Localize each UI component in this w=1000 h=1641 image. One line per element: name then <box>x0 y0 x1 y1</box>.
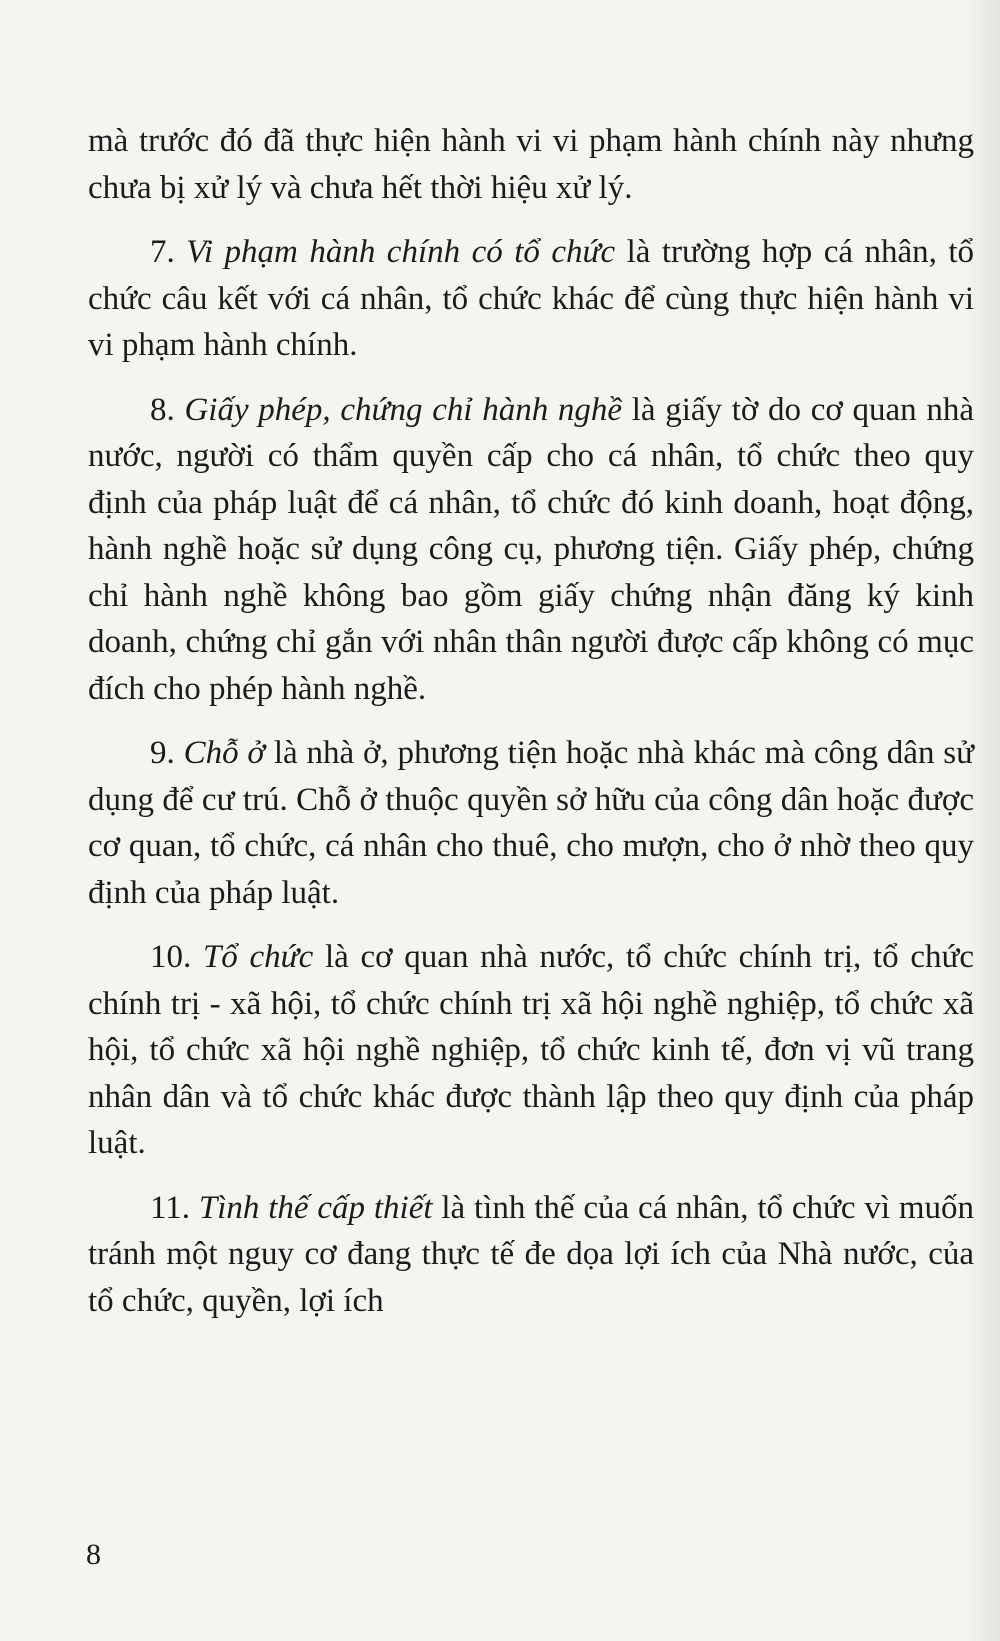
defined-term: Chỗ ở <box>183 735 266 771</box>
paragraph-item-8 <box>88 387 974 713</box>
defined-term: Giấy phép, chứng chỉ hành nghề <box>184 391 623 428</box>
item-number: 10. <box>150 939 203 975</box>
item-number: 9. <box>150 735 184 771</box>
paragraph-item-11 <box>88 1185 974 1325</box>
page-number: 8 <box>86 1538 101 1571</box>
paragraph-text: là tình thế của cá nhân, tổ chức vì muốn tránh một nguy cơ đang thực tế đe dọa lợi ích của Nhà nước, của tổ chức, quyền, lợi ích <box>88 1189 975 1319</box>
defined-term: Tổ chức <box>202 939 314 975</box>
defined-term: Tình thế cấp thiết <box>198 1189 433 1226</box>
paragraph-text: là trường hợp cá nhân, tổ chức câu kết với cá nhân, tổ chức khác để cùng thực hiện hành vi vi phạm hành chính. <box>88 234 975 363</box>
item-number: 7. <box>150 234 187 270</box>
paragraph-item-10 <box>88 934 974 1167</box>
paragraph-text: là cơ quan nhà nước, tổ chức chính trị, tổ chức chính trị - xã hội, tổ chức chính trị xã hội nghề nghiệp, tổ chức xã hội, tổ chức xã hội nghề nghiệp, tổ chức kinh tế, đơn vị vũ trang nhân dân và tổ chức khác được thành lập theo quy định của pháp luật. <box>88 939 974 1161</box>
paragraph-item-7 <box>88 229 974 369</box>
paragraph-continuation <box>88 118 974 211</box>
paragraph-text: mà trước đó đã thực hiện hành vi vi phạm hành chính này nhưng chưa bị xử lý và chưa hết thời hiệu xử lý. <box>88 123 974 206</box>
page-body-text <box>88 118 974 1342</box>
paragraph-item-9 <box>88 730 974 916</box>
item-number: 11. <box>150 1189 199 1226</box>
paragraph-text: là giấy tờ do cơ quan nhà nước, người có thẩm quyền cấp cho cá nhân, tổ chức theo quy định của pháp luật để cá nhân, tổ chức đó kinh doanh, hoạt động, hành nghề hoặc sử dụng công cụ, phương tiện. Giấy phép, chứng chỉ hành nghề không bao gồm giấy chứng nhận đăng ký kinh doanh, chứng chỉ gắn với nhân thân người được cấp không có mục đích cho phép hành nghề. <box>88 391 974 707</box>
item-number: 8. <box>150 391 185 428</box>
defined-term: Vi phạm hành chính có tổ chức <box>186 234 616 270</box>
paragraph-text: là nhà ở, phương tiện hoặc nhà khác mà công dân sử dụng để cư trú. Chỗ ở thuộc quyền sở hữu của công dân hoặc được cơ quan, tổ chức, cá nhân cho thuê, cho mượn, cho ở nhờ theo quy định của pháp luật. <box>88 735 974 911</box>
